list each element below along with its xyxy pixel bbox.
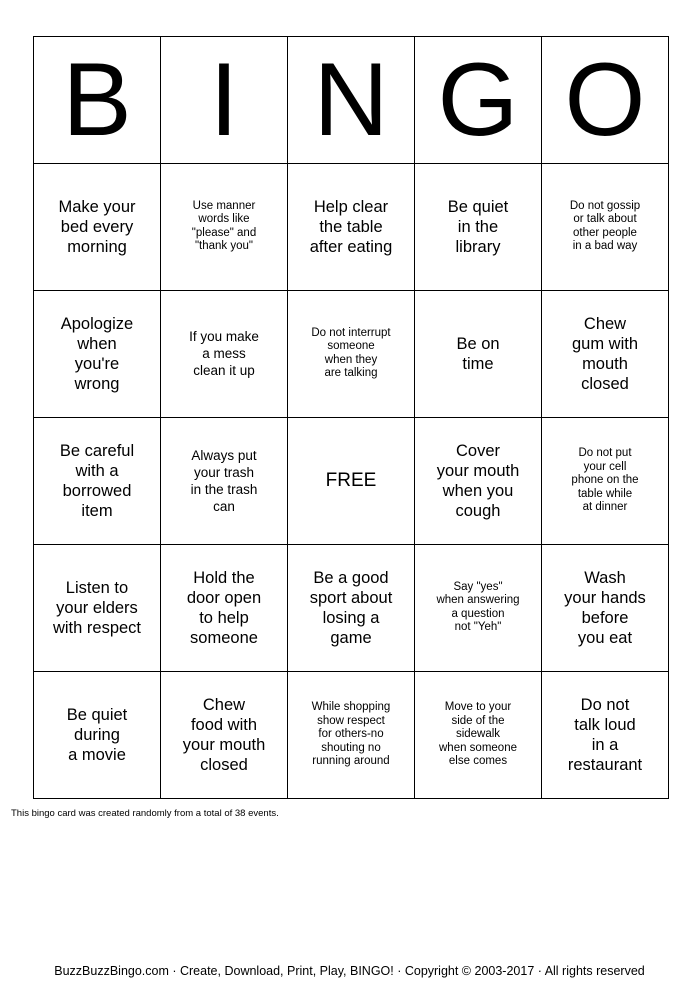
bingo-cell (34, 672, 161, 799)
bingo-cell (542, 164, 669, 291)
bingo-cell (161, 672, 288, 799)
bingo-cell (415, 418, 542, 545)
bingo-cell (542, 291, 669, 418)
card-row (34, 164, 669, 291)
bingo-card (33, 36, 669, 799)
bingo-cell (34, 418, 161, 545)
bingo-cell (34, 164, 161, 291)
cell-text: Cover your mouth when you cough (436, 442, 520, 520)
card-note: This bingo card was created randomly from a total of 38 events. (11, 808, 279, 819)
bingo-cell (288, 291, 415, 418)
header-cell (288, 37, 415, 164)
header-row (34, 37, 669, 164)
header-letter: N (313, 42, 389, 158)
cell-text: While shopping show respect for others-no shouting no running around (311, 701, 391, 767)
cell-text: Do not put your cell phone on the table while at dinner (571, 447, 639, 513)
cell-text: Wash your hands before you eat (564, 569, 646, 647)
header-cell (415, 37, 542, 164)
cell-text: If you make a mess clean it up (189, 329, 259, 378)
bingo-cell (288, 672, 415, 799)
cell-text: Make your bed every morning (58, 198, 136, 256)
header-cell (542, 37, 669, 164)
bingo-cell (415, 672, 542, 799)
bingo-cell (161, 545, 288, 672)
cell-text: Do not gossip or talk about other people in a bad way (569, 199, 641, 253)
cell-text: Be on time (456, 335, 500, 373)
bingo-cell (34, 291, 161, 418)
bingo-cell (542, 672, 669, 799)
header-letter: G (437, 42, 519, 158)
card-row (34, 672, 669, 799)
card-row (34, 418, 669, 545)
header-cell (34, 37, 161, 164)
cell-text: Be careful with a borrowed item (59, 442, 135, 520)
cell-text: Be quiet in the library (447, 198, 509, 256)
bingo-cell (161, 291, 288, 418)
cell-text: Chew food with your mouth closed (182, 696, 266, 774)
bingo-cell (542, 418, 669, 545)
bingo-cell (415, 545, 542, 672)
cell-text: Apologize when you're wrong (60, 315, 134, 393)
card-body (34, 164, 669, 799)
header-letter: I (209, 42, 239, 158)
cell-text: FREE (325, 470, 377, 491)
bingo-cell (161, 164, 288, 291)
free-space-cell (288, 418, 415, 545)
bingo-cell (415, 164, 542, 291)
card-row (34, 545, 669, 672)
bingo-cell (542, 545, 669, 672)
cell-text: Move to your side of the sidewalk when someone else comes (439, 701, 517, 767)
header-letter: O (564, 42, 646, 158)
cell-text: Always put your trash in the trash can (190, 447, 258, 514)
bingo-cell (161, 418, 288, 545)
cell-text: Chew gum with mouth closed (571, 315, 639, 393)
cell-text: Do not interrupt someone when they are talking (311, 326, 391, 380)
bingo-cell (288, 545, 415, 672)
bingo-cell (288, 164, 415, 291)
cell-text: Help clear the table after eating (309, 198, 393, 256)
header-cell (161, 37, 288, 164)
cell-text: Listen to your elders with respect (52, 579, 142, 637)
cell-text: Do not talk loud in a restaurant (567, 696, 643, 774)
bingo-cell (415, 291, 542, 418)
cell-text: Hold the door open to help someone (186, 569, 262, 647)
header-letter: B (62, 42, 132, 158)
site-footer: BuzzBuzzBingo.com · Create, Download, Print, Play, BINGO! · Copyright © 2003-2017 · All rights reserved (54, 964, 645, 978)
cell-text: Say "yes" when answering a question not "Yeh" (436, 580, 520, 634)
cell-text: Be quiet during a movie (66, 706, 128, 764)
cell-text: Use manner words like "please" and "thank you" (191, 199, 257, 253)
card-row (34, 291, 669, 418)
cell-text: Be a good sport about losing a game (309, 569, 393, 647)
bingo-cell (34, 545, 161, 672)
